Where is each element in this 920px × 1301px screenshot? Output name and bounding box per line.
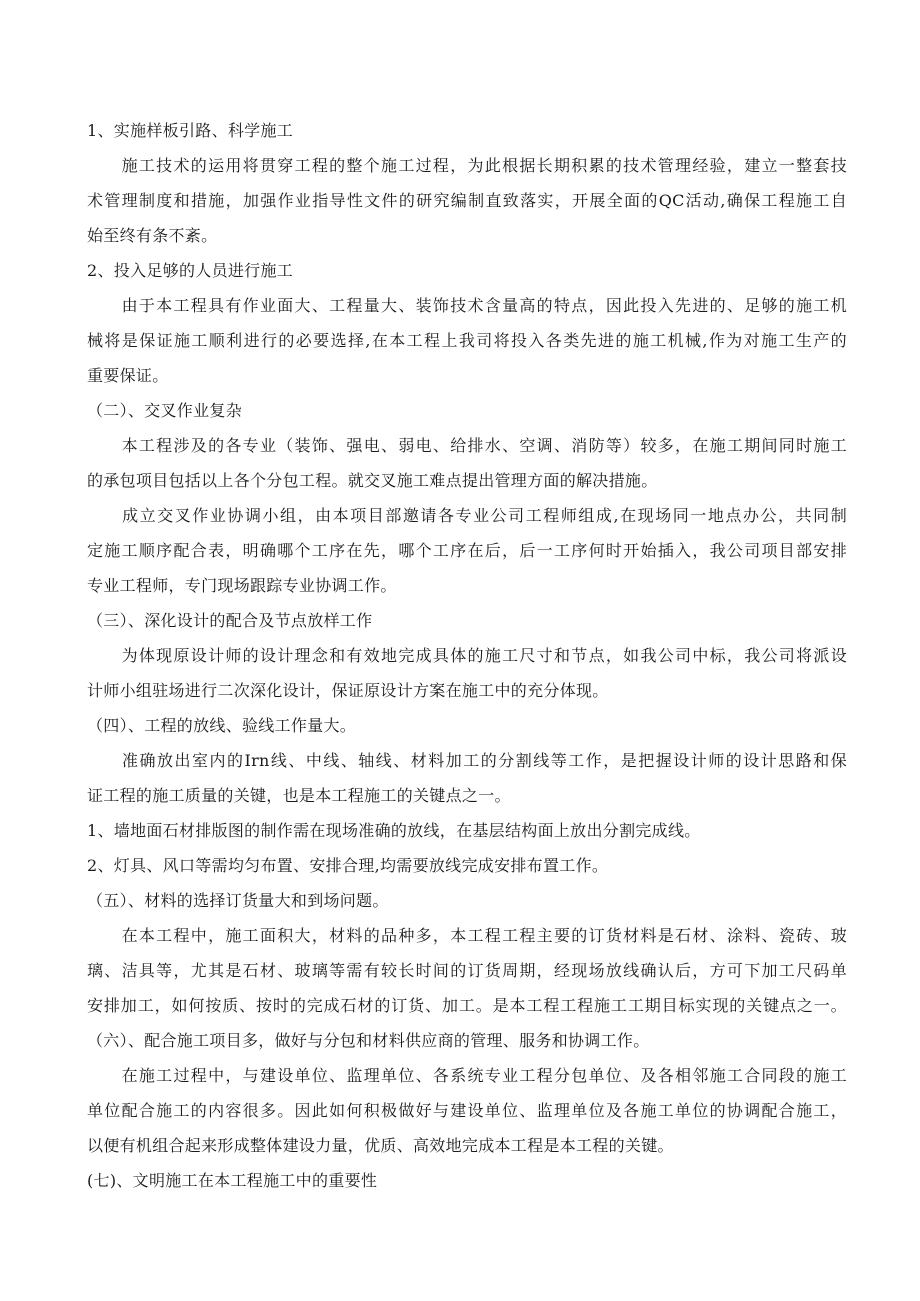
paragraph-line: 成立交叉作业协调小组，由本项目部邀请各专业公司工程师组成,在现场同一地点办公，共同制 xyxy=(87,506,847,525)
paragraph-line: 以便有机组合起来形成整体建设力量，优质、高效地完成本工程是本工程的关键。 xyxy=(87,1136,674,1155)
heading-1-sample-guidance: 1、实施样板引路、科学施工 xyxy=(87,121,294,140)
paragraph-line: 施工技术的运用将贯穿工程的整个施工过程，为此根据长期积累的技术管理经验，建立一整套技 xyxy=(87,156,847,175)
paragraph-line: 本工程涉及的各专业（装饰、强电、弱电、给排水、空调、消防等）较多，在施工期间同时施工 xyxy=(87,436,847,455)
paragraph-line: 计师小组驻场进行二次深化设计，保证原设计方案在施工中的充分体现。 xyxy=(87,681,609,700)
paragraph-line: 证工程的施工质量的关键，也是本工程施工的关键点之一。 xyxy=(87,786,511,805)
paragraph-line: 专业工程师，专门现场跟踪专业协调工作。 xyxy=(87,576,397,595)
section-heading-7: (七)、文明施工在本工程施工中的重要性 xyxy=(87,1171,378,1190)
paragraph-line: 定施工顺序配合表，明确哪个工序在先，哪个工序在后，后一工序何时开始插入，我公司项目部安排 xyxy=(87,541,847,560)
paragraph-line: 始至终有条不紊。 xyxy=(87,226,218,245)
section-heading-5: （五）、材料的选择订货量大和到场问题。 xyxy=(87,891,389,910)
paragraph-line: 术管理制度和措施，加强作业指导性文件的研究编制直致落实，开展全面的QC活动,确保工程施工自 xyxy=(87,191,847,210)
paragraph-line: 单位配合施工的内容很多。因此如何积极做好与建设单位、监理单位及各施工单位的协调配合施工， xyxy=(87,1101,847,1120)
section-heading-2: （二）、交叉作业复杂 xyxy=(87,401,243,420)
paragraph-line: 准确放出室内的Irn线、中线、轴线、材料加工的分割线等工作，是把握设计师的设计思路和保 xyxy=(87,751,847,770)
paragraph-line: 的承包项目包括以上各个分包工程。就交叉施工难点提出管理方面的解决措施。 xyxy=(87,471,658,490)
paragraph-line: 在施工过程中，与建设单位、监理单位、各系统专业工程分包单位、及各相邻施工合同段的施工 xyxy=(87,1066,847,1085)
section-heading-4: （四）、工程的放线、验线工作量大。 xyxy=(87,716,357,735)
paragraph-line: 为体现原设计师的设计理念和有效地完成具体的施工尺寸和节点，如我公司中标，我公司将派设 xyxy=(87,646,847,665)
heading-2-staffing: 2、投入足够的人员进行施工 xyxy=(87,261,294,280)
paragraph-line: 械将是保证施工顺利进行的必要选择,在本工程上我司将投入各类先进的施工机械,作为对施工生产的 xyxy=(87,331,847,350)
paragraph-line: 璃、洁具等，尤其是石材、玻璃等需有较长时间的订货周期，经现场放线确认后，方可下加工尺码单 xyxy=(87,961,847,980)
document-body xyxy=(87,117,847,1194)
section-heading-3: （三）、深化设计的配合及节点放样工作 xyxy=(87,611,373,630)
list-item-1: 1、墙地面石材排版图的制作需在现场准确的放线，在基层结构面上放出分割完成线。 xyxy=(87,821,701,840)
section-heading-6: （六）、配合施工项目多，做好与分包和材料供应商的管理、服务和协调工作。 xyxy=(87,1031,650,1050)
paragraph-line: 重要保证。 xyxy=(87,366,169,385)
paragraph-line: 安排加工，如何按质、按时的完成石材的订货、加工。是本工程工程施工工期目标实现的关键点之一。 xyxy=(87,996,847,1015)
paragraph-line: 由于本工程具有作业面大、工程量大、装饰技术含量高的特点，因此投入先进的、足够的施工机 xyxy=(87,296,847,315)
list-item-2: 2、灯具、风口等需均匀布置、安排合理,均需要放线完成安排布置工作。 xyxy=(87,856,609,875)
paragraph-line: 在本工程中，施工面积大，材料的品种多，本工程工程主要的订货材料是石材、涂料、瓷砖、玻 xyxy=(87,926,847,945)
